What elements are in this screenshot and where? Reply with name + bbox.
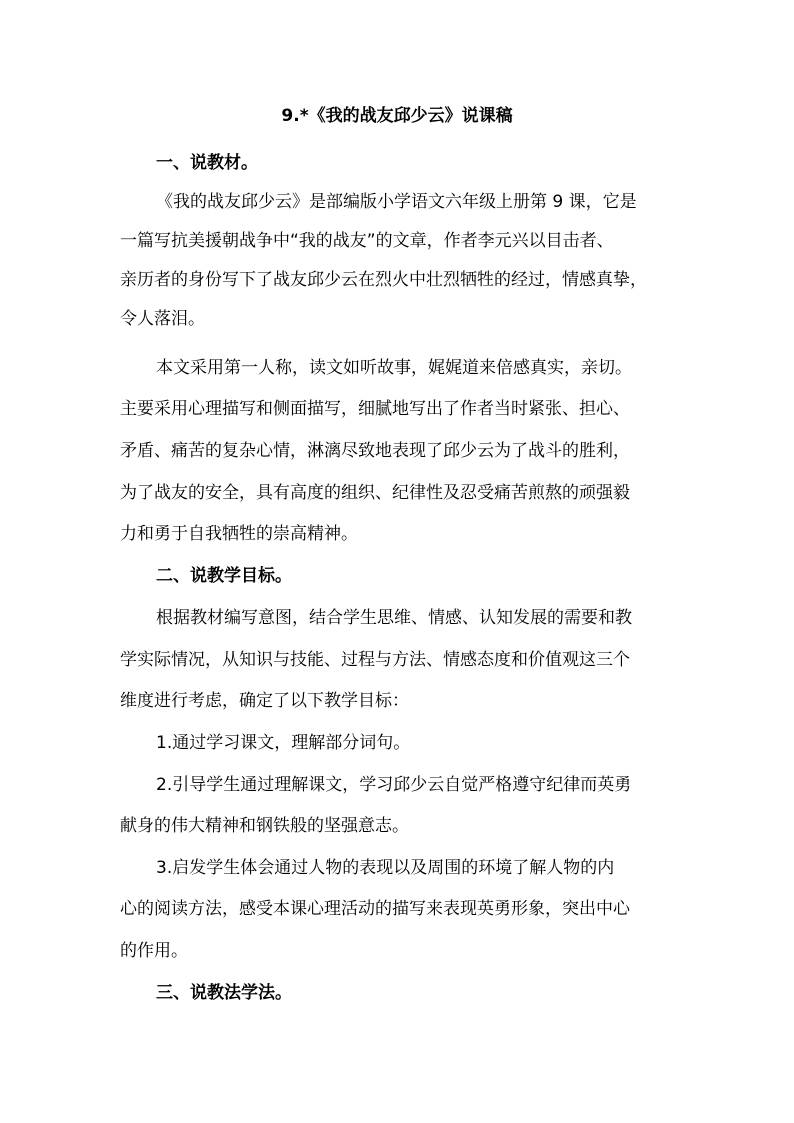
paragraph-line: 心的阅读方法，感受本课心理活动的描写来表现英勇形象，突出中心 [120, 899, 630, 919]
paragraph-line: 学实际情况，从知识与技能、过程与方法、情感态度和价值观这三个 [120, 650, 630, 670]
paragraph-line: 矛盾、痛苦的复杂心情，淋漓尽致地表现了邱少云为了战斗的胜利， [120, 441, 630, 461]
paragraph-line: 维度进行考虑，确定了以下教学目标： [120, 691, 409, 711]
section-heading-teaching-methods: 三、说教法学法。 [156, 983, 292, 1003]
paragraph-line: 《我的战友邱少云》是部编版小学语文六年级上册第 9 课，它是 [156, 192, 637, 212]
section-heading-teaching-goals: 二、说教学目标。 [156, 566, 292, 586]
goal-item-3: 3.启发学生体会通过人物的表现以及周围的环境了解人物的内 [156, 858, 615, 878]
paragraph-line: 根据教材编写意图，结合学生思维、情感、认知发展的需要和教 [156, 608, 632, 628]
paragraph-line: 力和勇于自我牺牲的崇高精神。 [120, 524, 358, 544]
paragraph-line: 一篇写抗美援朝战争中“我的战友”的文章，作者李元兴以目击者、 [120, 231, 614, 251]
paragraph-line: 献身的伟大精神和钢铁般的坚强意志。 [120, 816, 409, 836]
document-title: 9.*《我的战友邱少云》说课稿 [281, 106, 513, 126]
paragraph-line: 令人落泪。 [120, 309, 205, 329]
paragraph-line: 亲历者的身份写下了战友邱少云在烈火中壮烈牺牲的经过，情感真挚， [120, 270, 647, 290]
paragraph-line: 为了战友的安全，具有高度的组织、纪律性及忍受痛苦煎熬的顽强毅 [120, 483, 630, 503]
paragraph-line: 主要采用心理描写和侧面描写，细腻地写出了作者当时紧张、担心、 [120, 399, 630, 419]
goal-item-1: 1.通过学习课文，理解部分词句。 [156, 733, 411, 753]
goal-item-2: 2.引导学生通过理解课文，学习邱少云自觉严格遵守纪律而英勇 [156, 775, 632, 795]
section-heading-teaching-material: 一、说教材。 [156, 153, 258, 173]
paragraph-line: 的作用。 [120, 941, 188, 961]
paragraph-line: 本文采用第一人称，读文如听故事，娓娓道来倍感真实，亲切。 [156, 358, 632, 378]
